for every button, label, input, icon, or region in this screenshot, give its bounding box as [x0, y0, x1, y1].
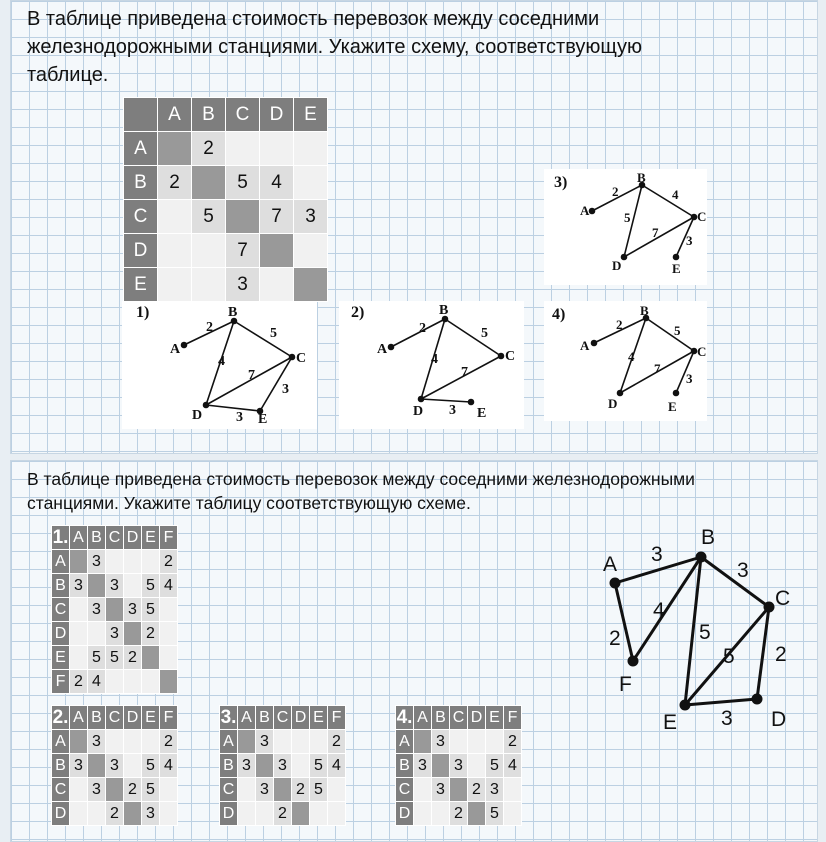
- table-cell: 5: [486, 754, 504, 778]
- table-cell: 5: [88, 646, 106, 670]
- table-row: [52, 754, 178, 778]
- node-b: B: [439, 303, 449, 318]
- weight-de: 3: [449, 403, 456, 418]
- table-number: 3.: [220, 706, 237, 728]
- table-cell: [292, 754, 310, 778]
- column-header: D: [124, 526, 142, 550]
- table-cell: [260, 234, 294, 268]
- column-header: C: [106, 706, 124, 730]
- table-cell: [328, 802, 346, 826]
- table-cell: [226, 132, 260, 166]
- table-row: [124, 166, 328, 200]
- table-cell: 3: [106, 574, 124, 598]
- row-header: F: [52, 670, 70, 694]
- row-header: A: [52, 550, 70, 574]
- column-header: F: [328, 706, 346, 730]
- table-cell: 2: [292, 778, 310, 802]
- column-header: C: [226, 98, 260, 132]
- table-cell: [88, 754, 106, 778]
- table-cell: 5: [142, 574, 160, 598]
- table-cell: 3: [450, 754, 468, 778]
- node-d: D: [771, 708, 787, 731]
- table-cell: [158, 234, 192, 268]
- table-row: [396, 778, 522, 802]
- column-header: C: [450, 706, 468, 730]
- weight-ab: 2: [419, 321, 426, 336]
- column-header: B: [432, 706, 450, 730]
- table-cell: [292, 730, 310, 754]
- table-cell: [328, 778, 346, 802]
- table-cell: [260, 268, 294, 302]
- task2-text: В таблице приведена стоимость перевозок между соседними железнодорожными станциями. Укажите таблицу соответствующую схеме.: [27, 469, 695, 513]
- weight-bd: 4: [218, 354, 225, 369]
- table-cell: 3: [238, 754, 256, 778]
- row-header: D: [52, 622, 70, 646]
- weight-dc: 7: [652, 225, 659, 240]
- row-header: B: [124, 166, 158, 200]
- table-cell: 5: [310, 778, 328, 802]
- table-cell: [414, 802, 432, 826]
- row-header: C: [52, 778, 70, 802]
- table-cell: [158, 268, 192, 302]
- table-cell: [124, 622, 142, 646]
- table-cell: 3: [432, 778, 450, 802]
- table-row: [52, 802, 178, 826]
- node-b: B: [228, 305, 238, 320]
- table-cell: 5: [142, 754, 160, 778]
- table-cell: [274, 778, 292, 802]
- table-cell: [192, 234, 226, 268]
- table-cell: [70, 622, 88, 646]
- scheme-3-label: 3): [554, 174, 568, 191]
- row-header: B: [220, 754, 238, 778]
- scheme-4: [544, 301, 707, 421]
- header-row: [396, 706, 522, 730]
- table-cell: [142, 730, 160, 754]
- node-c: C: [775, 587, 791, 610]
- table-cell: 3: [88, 730, 106, 754]
- row-header: E: [52, 646, 70, 670]
- scheme-3: [544, 169, 707, 285]
- task2-graph: [581, 521, 817, 741]
- answer-table-2: [51, 705, 178, 826]
- table-cell: [106, 730, 124, 754]
- table-cell: [124, 574, 142, 598]
- table-cell: [160, 778, 178, 802]
- node-b: B: [640, 303, 649, 318]
- row-header: C: [396, 778, 414, 802]
- weight-bc: 5: [674, 323, 681, 338]
- row-header: D: [396, 802, 414, 826]
- table-cell: 2: [124, 778, 142, 802]
- table-cell: 5: [142, 598, 160, 622]
- table-cell: [504, 778, 522, 802]
- row-header: E: [124, 268, 158, 302]
- table-cell: 2: [142, 622, 160, 646]
- column-header: C: [106, 526, 124, 550]
- table-number: 1.: [52, 526, 69, 548]
- table-cell: [226, 200, 260, 234]
- node-a: A: [377, 342, 388, 357]
- table-cell: [238, 802, 256, 826]
- table-cell: [88, 622, 106, 646]
- column-header: B: [88, 526, 106, 550]
- table-cell: [70, 778, 88, 802]
- table-cell: 7: [226, 234, 260, 268]
- table-cell: [160, 670, 178, 694]
- table-row: [52, 646, 178, 670]
- table-row: [396, 730, 522, 754]
- row-header: A: [52, 730, 70, 754]
- weight-dc: 7: [654, 361, 661, 376]
- table-number: 2.: [52, 706, 69, 728]
- table-cell: 3: [70, 574, 88, 598]
- table-cell: [124, 730, 142, 754]
- column-header: E: [294, 98, 328, 132]
- column-header: A: [158, 98, 192, 132]
- table-cell: 3: [142, 802, 160, 826]
- weight-ab: 2: [616, 317, 623, 332]
- table-cell: 4: [328, 754, 346, 778]
- table-cell: [192, 166, 226, 200]
- header-row: [52, 706, 178, 730]
- table-cell: [468, 802, 486, 826]
- scheme-4-label: 4): [552, 306, 566, 323]
- weight-bd: 4: [628, 349, 635, 364]
- table-cell: [124, 550, 142, 574]
- table-cell: [192, 268, 226, 302]
- table-cell: 3: [226, 268, 260, 302]
- node-c: C: [296, 351, 307, 366]
- table-cell: [414, 730, 432, 754]
- row-header: A: [124, 132, 158, 166]
- table-row: [220, 754, 346, 778]
- column-header: E: [142, 706, 160, 730]
- corner-cell: [124, 98, 158, 132]
- column-header: F: [160, 706, 178, 730]
- row-header: A: [220, 730, 238, 754]
- node-c: C: [505, 349, 516, 364]
- table-cell: [70, 730, 88, 754]
- node-e: E: [668, 399, 677, 414]
- table-cell: 3: [274, 754, 292, 778]
- node-a: A: [170, 342, 181, 357]
- table-cell: [158, 200, 192, 234]
- table-cell: 3: [88, 598, 106, 622]
- table-cell: [432, 754, 450, 778]
- scheme-1-label: 1): [136, 304, 150, 321]
- table-row: [220, 778, 346, 802]
- column-header: A: [238, 706, 256, 730]
- node-a: A: [580, 338, 590, 353]
- table-cell: 5: [226, 166, 260, 200]
- node-d: D: [192, 408, 203, 423]
- header-row: [124, 98, 328, 132]
- node-d: D: [608, 396, 618, 411]
- table-cell: [106, 598, 124, 622]
- table-cell: 2: [124, 646, 142, 670]
- node-e: E: [477, 406, 487, 421]
- table-row: [396, 802, 522, 826]
- node-d: D: [413, 404, 424, 419]
- column-header: D: [468, 706, 486, 730]
- table-cell: 2: [70, 670, 88, 694]
- table-row: [124, 200, 328, 234]
- node-e: E: [672, 261, 681, 276]
- row-header: C: [124, 200, 158, 234]
- table-cell: 3: [70, 754, 88, 778]
- weight-de: 3: [236, 410, 243, 425]
- table-cell: [292, 802, 310, 826]
- table-cell: [450, 778, 468, 802]
- weight-ab: 3: [651, 543, 663, 566]
- weight-bd: 5: [624, 210, 631, 225]
- table-cell: 2: [328, 730, 346, 754]
- table-cell: [158, 132, 192, 166]
- table-cell: 2: [468, 778, 486, 802]
- table-row: [52, 670, 178, 694]
- weight-ce: 3: [282, 382, 289, 397]
- weight-ce: 3: [686, 233, 693, 248]
- node-d: D: [612, 258, 622, 273]
- table-cell: [486, 730, 504, 754]
- weight-dc: 7: [248, 368, 255, 383]
- table-cell: 2: [160, 730, 178, 754]
- column-header: D: [260, 98, 294, 132]
- table-cell: [294, 234, 328, 268]
- table-row: [220, 730, 346, 754]
- table-cell: [142, 646, 160, 670]
- table-cell: [294, 132, 328, 166]
- weight-dc: 7: [461, 365, 468, 380]
- table-cell: 5: [106, 646, 124, 670]
- table-cell: [142, 550, 160, 574]
- table-cell: [142, 670, 160, 694]
- table-cell: 4: [160, 754, 178, 778]
- table-row: [220, 802, 346, 826]
- weight-bf: 4: [653, 599, 665, 622]
- answer-table-3: [219, 705, 346, 826]
- table-cell: [70, 802, 88, 826]
- table-row: [124, 268, 328, 302]
- weight-ab: 2: [612, 184, 619, 199]
- table-cell: [106, 778, 124, 802]
- table-cell: [160, 802, 178, 826]
- column-header: B: [88, 706, 106, 730]
- weight-bc: 4: [672, 187, 679, 202]
- node-a: A: [580, 203, 590, 218]
- table-cell: [256, 754, 274, 778]
- table-cell: 3: [486, 778, 504, 802]
- table-row: [396, 754, 522, 778]
- scheme-2: [339, 301, 524, 429]
- table-cell: [70, 598, 88, 622]
- weight-bc: 5: [481, 326, 488, 341]
- row-header: B: [52, 754, 70, 778]
- node-b: B: [701, 526, 716, 549]
- header-row: [220, 706, 346, 730]
- answer-table-4: [395, 705, 522, 826]
- row-header: D: [52, 802, 70, 826]
- table-cell: 5: [486, 802, 504, 826]
- column-header: E: [142, 526, 160, 550]
- table-cell: [160, 598, 178, 622]
- table-row: [52, 574, 178, 598]
- answer-table-1: [51, 525, 178, 694]
- row-header: C: [220, 778, 238, 802]
- table-cell: [310, 730, 328, 754]
- table-cell: [70, 646, 88, 670]
- table-cell: 3: [256, 730, 274, 754]
- row-header: D: [124, 234, 158, 268]
- weight-ce: 3: [686, 371, 693, 386]
- table-row: [52, 730, 178, 754]
- table-cell: 5: [192, 200, 226, 234]
- scheme-1: [122, 301, 317, 429]
- column-header: F: [160, 526, 178, 550]
- weight-bc: 5: [270, 326, 277, 341]
- table-cell: [274, 730, 292, 754]
- table-cell: [310, 802, 328, 826]
- table-cell: 3: [414, 754, 432, 778]
- table-cell: 5: [142, 778, 160, 802]
- table-row: [52, 622, 178, 646]
- table-cell: 3: [432, 730, 450, 754]
- weight-cd: 2: [775, 643, 787, 666]
- table-cell: 5: [310, 754, 328, 778]
- table-cell: [294, 268, 328, 302]
- table-row: [124, 234, 328, 268]
- weight-ab: 2: [206, 320, 213, 335]
- header-row: [52, 526, 178, 550]
- column-header: D: [292, 706, 310, 730]
- column-header: A: [414, 706, 432, 730]
- node-f: F: [619, 673, 632, 696]
- table-cell: [106, 550, 124, 574]
- node-a: A: [603, 553, 618, 576]
- table-cell: 2: [504, 730, 522, 754]
- scheme-2-label: 2): [351, 304, 365, 321]
- table-cell: 2: [274, 802, 292, 826]
- table-cell: 3: [124, 598, 142, 622]
- table-cell: [124, 802, 142, 826]
- task1-panel: [10, 0, 818, 454]
- table-cell: [432, 802, 450, 826]
- table-cell: [160, 622, 178, 646]
- weight-ec: 5: [723, 645, 735, 668]
- table-cell: [256, 802, 274, 826]
- node-b: B: [637, 170, 646, 185]
- table-cell: 3: [106, 622, 124, 646]
- table-cell: [260, 132, 294, 166]
- table-cell: [238, 778, 256, 802]
- table-cell: 2: [160, 550, 178, 574]
- node-c: C: [697, 344, 707, 359]
- table-cell: [124, 754, 142, 778]
- column-header: E: [486, 706, 504, 730]
- table-cell: 4: [260, 166, 294, 200]
- table-cell: [294, 166, 328, 200]
- table-cell: [106, 670, 124, 694]
- column-header: A: [70, 706, 88, 730]
- row-header: B: [52, 574, 70, 598]
- table-cell: [468, 730, 486, 754]
- table-cell: 4: [504, 754, 522, 778]
- row-header: A: [396, 730, 414, 754]
- table-cell: 3: [294, 200, 328, 234]
- row-header: D: [220, 802, 238, 826]
- table-cell: 3: [88, 778, 106, 802]
- column-header: B: [256, 706, 274, 730]
- table-cell: 2: [158, 166, 192, 200]
- table-cell: [124, 670, 142, 694]
- task2-panel: [10, 460, 818, 842]
- node-e: E: [663, 711, 678, 734]
- table-row: [52, 598, 178, 622]
- weight-ed: 3: [721, 707, 733, 730]
- column-header: A: [70, 526, 88, 550]
- table-cell: [504, 802, 522, 826]
- weight-af: 2: [609, 627, 621, 650]
- table-cell: 4: [160, 574, 178, 598]
- table-row: [124, 132, 328, 166]
- table-cell: 2: [450, 802, 468, 826]
- task1-text: В таблице приведена стоимость перевозок между соседними железнодорожными станциями. Укажите схему, соответствующую таблице.: [27, 8, 643, 86]
- column-header: E: [310, 706, 328, 730]
- table-cell: 7: [260, 200, 294, 234]
- table-cell: 3: [256, 778, 274, 802]
- table-row: [52, 778, 178, 802]
- row-header: B: [396, 754, 414, 778]
- table-cell: 3: [106, 754, 124, 778]
- task1-cost-table: [123, 97, 328, 302]
- table-cell: [238, 730, 256, 754]
- weight-bd: 4: [431, 352, 438, 367]
- column-header: C: [274, 706, 292, 730]
- table-cell: 3: [88, 550, 106, 574]
- weight-bc: 3: [737, 559, 749, 582]
- table-cell: [88, 802, 106, 826]
- column-header: B: [192, 98, 226, 132]
- column-header: F: [504, 706, 522, 730]
- table-cell: [160, 646, 178, 670]
- weight-be: 5: [699, 621, 711, 644]
- table-cell: [88, 574, 106, 598]
- table-cell: [450, 730, 468, 754]
- table-row: [52, 550, 178, 574]
- table-cell: 2: [106, 802, 124, 826]
- table-number: 4.: [396, 706, 413, 728]
- table-cell: [414, 778, 432, 802]
- node-e: E: [258, 412, 268, 427]
- row-header: C: [52, 598, 70, 622]
- table-cell: [468, 754, 486, 778]
- node-c: C: [697, 209, 707, 224]
- table-cell: 4: [88, 670, 106, 694]
- table-cell: 2: [192, 132, 226, 166]
- table-cell: [70, 550, 88, 574]
- column-header: D: [124, 706, 142, 730]
